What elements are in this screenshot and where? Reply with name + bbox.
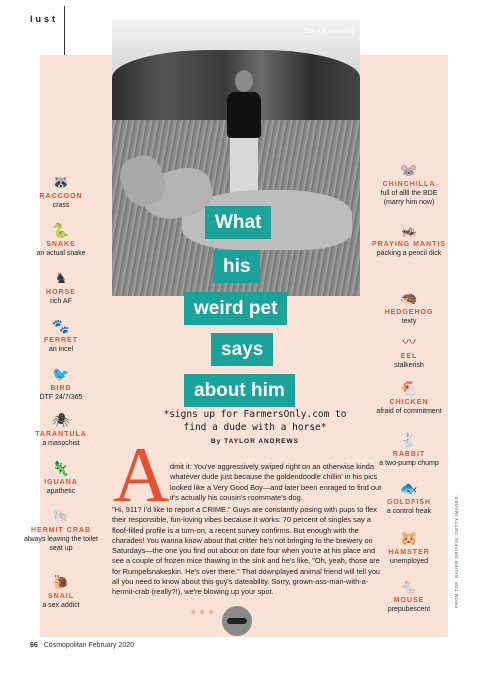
pet-description: a two-pump chump <box>379 460 439 467</box>
pet-description: an incel <box>48 346 74 353</box>
pet-description: rich AF <box>50 298 72 305</box>
chinchilla-icon: 🐭 <box>400 162 418 178</box>
iguana-icon: 🦎 <box>52 460 70 476</box>
headline-line-4: says <box>211 333 273 366</box>
pet-name: CHINCHILLA <box>382 181 436 188</box>
raccoon-mask <box>227 618 247 624</box>
pet-description: a control freak <box>386 508 432 515</box>
mouse-icon: 🐁 <box>400 578 418 594</box>
pet-name: HEDGEHOG <box>384 309 434 316</box>
pet-item <box>22 174 100 210</box>
pet-item <box>22 460 100 496</box>
footer-arc-decoration: ✧ ✧ ✧ <box>190 608 215 617</box>
pet-name: MOUSE <box>393 597 425 604</box>
pet-description: texty <box>401 318 417 325</box>
pet-name: FERRET <box>44 337 78 344</box>
pet-item <box>370 432 448 468</box>
pet-item <box>370 380 448 416</box>
pet-item <box>22 222 100 258</box>
pet-name: HAMSTER <box>388 549 430 556</box>
photo-man-torso <box>227 92 261 138</box>
pet-name: PRAYING MANTIS <box>371 241 447 248</box>
hamster-icon: 🐹 <box>400 530 418 546</box>
pet-item <box>370 334 448 370</box>
raccoon-icon <box>222 606 252 636</box>
pet-name: TARANTULA <box>35 431 87 438</box>
pet-item <box>22 270 100 306</box>
snail-icon: 🐌 <box>52 574 70 590</box>
rabbit-icon: 🐇 <box>400 432 418 448</box>
goldfish-icon: 🐟 <box>400 480 418 496</box>
ferret-icon: 🐾 <box>52 318 70 334</box>
praying-mantis-icon: 🦗 <box>400 222 418 238</box>
snake-icon: 🐍 <box>52 222 70 238</box>
pet-name: SNAKE <box>46 241 76 248</box>
pet-item <box>370 222 448 258</box>
pet-name: HORSE <box>46 289 76 296</box>
raccoon-icon: 🦝 <box>52 174 70 190</box>
hermit-crab-icon: 🐚 <box>52 508 70 524</box>
tarantula-icon: 🕷 <box>52 412 70 428</box>
page-footer <box>30 642 134 649</box>
pet-description: full of allll the BDE (marry him now) <box>380 190 438 206</box>
issue-date: February 2020 <box>88 642 135 649</box>
pet-item <box>22 366 100 402</box>
pet-item <box>22 412 100 448</box>
drop-cap: A <box>113 431 170 518</box>
pet-description: apathetic <box>46 488 76 495</box>
pet-item <box>22 318 100 354</box>
pet-name: IGUANA <box>44 479 78 486</box>
pet-item <box>370 162 448 207</box>
pet-description: crass <box>52 202 70 209</box>
photo-man-legs <box>230 136 258 196</box>
pet-name: RACCOON <box>39 193 83 200</box>
pet-name: SNAIL <box>48 593 74 600</box>
horse-icon: ♞ <box>54 270 68 286</box>
section-label: lust <box>30 14 59 24</box>
pet-name: CHICKEN <box>389 399 429 406</box>
eel-icon: 〰 <box>402 334 416 350</box>
body-text: "Hi, 911? I'd like to report a CRIME." Guys are constantly posing with pups to flex their responsible, fun-loving vibes because it works: 70 percent of singles say a floof-filled profile is a turn-on, a recent survey confirms. But enough with the charades! You wanna know about that critter he's not bringing to the brewery on Saturdays—the one you find out about on date four when you're at his place and see a couple of frozen mice thawing in the sink and he's like, "Oh, yeah, those are for Rumpelsnakeskin. He's over there." That downplayed animal friend will tell you all you need to know about this guy's dateability. Sorry, grown-ass-man-with-a-hermit-crab (really?!), we're blowing up your spot. <box>112 505 381 597</box>
publication-name: Cosmopolitan <box>43 642 87 649</box>
page-number: 66 <box>30 642 38 649</box>
photo-caption: Cow + mama's boy <box>303 29 355 35</box>
pet-description: an actual snake <box>36 250 86 257</box>
pet-name: GOLDFISH <box>386 499 432 506</box>
pet-item <box>370 290 448 326</box>
pet-description: afraid of commitment <box>376 408 442 415</box>
pet-description: a sex addict <box>42 602 80 609</box>
headline-line-3: weird pet <box>184 292 287 325</box>
photo-man-head <box>235 70 253 92</box>
subhead: *signs up for FarmersOnly.com to find a dude with a horse* <box>163 409 347 433</box>
pet-item <box>370 480 448 516</box>
pet-description: packing a pencil dick <box>376 250 442 257</box>
pet-name: BIRD <box>50 385 72 392</box>
headline-line-2: his <box>213 250 260 283</box>
byline: By TAYLOR ANDREWS <box>211 438 299 445</box>
pet-item <box>370 578 448 614</box>
hedgehog-icon: 🦔 <box>400 290 418 306</box>
pet-description: DTF 24/7/365 <box>39 394 83 401</box>
pet-name: HERMIT CRAB <box>31 527 91 534</box>
pet-description: always leaving the toilet seat up <box>24 536 98 552</box>
pet-description: stalkerish <box>394 362 424 369</box>
pet-description: unemployed <box>389 558 429 565</box>
pet-item <box>22 574 100 610</box>
headline-line-1: What <box>205 206 271 239</box>
pet-description: prepubescent <box>387 606 431 613</box>
headline-line-5: about him <box>184 374 295 407</box>
pet-item <box>22 508 100 553</box>
chicken-icon: 🐔 <box>400 380 418 396</box>
pet-description: a masochist <box>42 440 80 447</box>
pet-item <box>370 530 448 566</box>
bird-icon: 🐦 <box>52 366 70 382</box>
pet-name: EEL <box>400 353 418 360</box>
pet-name: RABBIT <box>392 451 426 458</box>
photo-credit: FROM TOP: BAUER GRIFFIN; GETTY IMAGES. <box>454 494 459 608</box>
body-intro: dmit it: You've aggressively swiped right on an otherwise kinda whatever dude just because the goldendoodle chillin' in his pics looked like a Very Good Boy—and later been enraged to find out it's actually his cousin's roommate's dog. <box>170 462 382 502</box>
